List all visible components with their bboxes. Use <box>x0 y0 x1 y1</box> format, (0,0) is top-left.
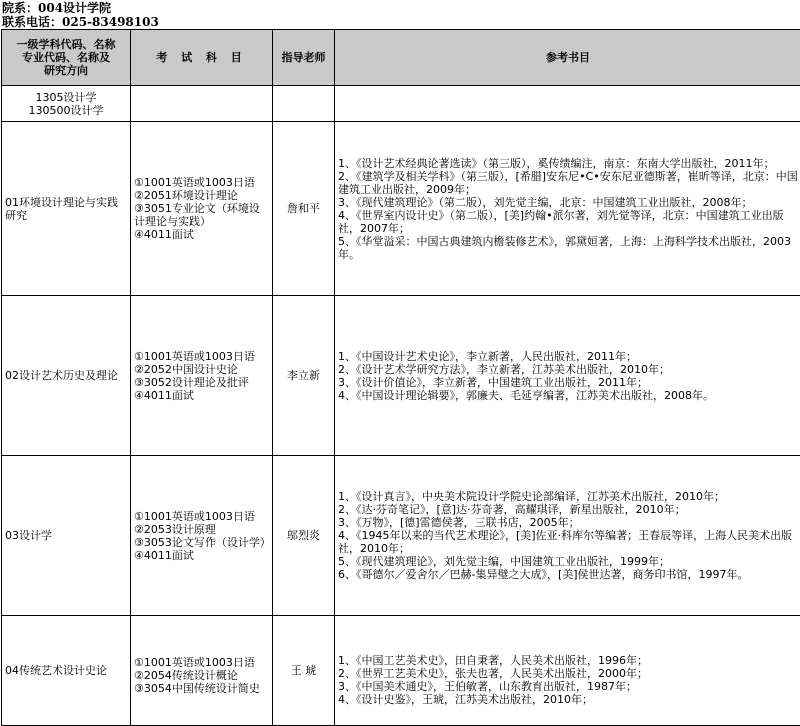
table-row <box>2 122 800 296</box>
subject-item: ②2052中国设计史论 <box>134 363 269 376</box>
advisor-cell: 詹和平 <box>273 122 335 296</box>
books-cell <box>335 122 800 296</box>
empty-cell <box>335 86 800 122</box>
book-item: 3、《万物》，[德]雷德侯著，三联书店，2005年； <box>338 516 798 529</box>
books-cell <box>335 456 800 616</box>
table-row <box>2 296 800 456</box>
book-item: 4、《中国设计理论辑要》，郭廉夫、毛延亨编著，江苏美术出版社，2008年。 <box>338 389 798 402</box>
book-item: 3、《现代建筑理论》（第二版），刘先觉主编，北京：中国建筑工业出版社，2008年； <box>338 196 798 209</box>
subject-item: ③3051专业论文（环境设计理论与实践） <box>134 202 269 228</box>
subject-item: ①1001英语或1003日语 <box>134 176 269 189</box>
subject-item: ③3054中国传统设计简史 <box>134 682 269 695</box>
empty-cell <box>131 86 273 122</box>
direction-cell: 01环境设计理论与实践研究 <box>2 122 131 296</box>
discipline-line: 1305设计学 <box>5 91 127 104</box>
department-label: 院系：004设计学院 <box>2 1 111 15</box>
book-item: 4、《世界室内设计史》（第二版），[美]约翰•派尔著，刘先觉等译，北京：中国建筑工业出版社，2007年； <box>338 209 798 235</box>
empty-cell <box>273 86 335 122</box>
subject-item: ④4011面试 <box>134 389 269 402</box>
book-item: 1、《设计艺术经典论著选读》（第三版），奚传绩编注，南京：东南大学出版社，2011年； <box>338 157 798 170</box>
book-item: 3、《中国美术通史》，王伯敏著，山东教育出版社，1987年； <box>338 680 798 693</box>
subject-item: ①1001英语或1003日语 <box>134 510 269 523</box>
discipline-row <box>2 86 800 122</box>
table-row <box>2 616 800 726</box>
book-item: 5、《华堂溢采：中国古典建筑内檐装修艺术》，郭黛姮著，上海：上海科学技术出版社，2003年。 <box>338 235 798 261</box>
book-item: 1、《中国设计艺术史论》，李立新著，人民出版社，2011年； <box>338 350 798 363</box>
book-item: 5、《现代建筑理论》，刘先觉主编，中国建筑工业出版社，1999年； <box>338 555 798 568</box>
book-item: 4、《1945年以来的当代艺术理论》，[美]佐亚·科库尔等编著；王春辰等译，上海人民美术出版社，2010年； <box>338 529 798 555</box>
phone-label: 联系电话：025-83498103 <box>2 15 159 29</box>
book-item: 2、《达·芬奇笔记》，[意]达·芬奇著，高耀琪译，新星出版社，2010年； <box>338 503 798 516</box>
catalog-table <box>1 29 800 726</box>
books-cell <box>335 616 800 726</box>
header-code-cell <box>2 30 131 86</box>
subjects-cell <box>131 296 273 456</box>
subjects-cell <box>131 456 273 616</box>
books-cell <box>335 296 800 456</box>
book-item: 1、《设计真言》，中央美术院设计学院史论部编译，江苏美术出版社，2010年； <box>338 490 798 503</box>
book-item: 2、《建筑学及相关学科》（第三版），[希腊]安东尼•C•安东尼亚德斯著，崔昕等译，北京：中国建筑工业出版社，2009年； <box>338 170 798 196</box>
book-item: 3、《设计价值论》，李立新著，中国建筑工业出版社，2011年； <box>338 376 798 389</box>
subject-item: ①1001英语或1003日语 <box>134 656 269 669</box>
subject-item: ②2053设计原理 <box>134 523 269 536</box>
direction-cell: 04传统艺术设计史论 <box>2 616 131 726</box>
subject-item: ②2051环境设计理论 <box>134 189 269 202</box>
header-code-line: 一级学科代码、名称 <box>4 38 128 51</box>
table-row <box>2 456 800 616</box>
header-advisor: 指导老师 <box>273 30 335 86</box>
book-item: 4、《设计史鉴》，王琥，江苏美术出版社，2010年； <box>338 693 798 706</box>
subjects-cell <box>131 122 273 296</box>
advisor-cell: 王 琥 <box>273 616 335 726</box>
subject-item: ①1001英语或1003日语 <box>134 350 269 363</box>
advisor-cell: 李立新 <box>273 296 335 456</box>
subject-item: ③3052设计理论及批评 <box>134 376 269 389</box>
header-subjects: 考 试 科 目 <box>131 30 273 86</box>
header-books: 参考书目 <box>335 30 800 86</box>
direction-cell: 03设计学 <box>2 456 131 616</box>
subject-item: ④4011面试 <box>134 549 269 562</box>
direction-cell: 02设计艺术历史及理论 <box>2 296 131 456</box>
subjects-cell <box>131 616 273 726</box>
subject-item: ③3053论文写作（设计学） <box>134 536 269 549</box>
book-item: 2、《设计艺术学研究方法》，李立新著，江苏美术出版社，2010年； <box>338 363 798 376</box>
advisor-cell: 邬烈炎 <box>273 456 335 616</box>
subject-item: ④4011面试 <box>134 228 269 241</box>
book-item: 1、《中国工艺美术史》，田自秉著，人民美术出版社，1996年； <box>338 654 798 667</box>
book-item: 6、《哥德尔／爱舍尔／巴赫-集异璧之大成》，[美]侯世达著，商务印书馆，1997年。 <box>338 568 798 581</box>
subject-item: ②2054传统设计概论 <box>134 669 269 682</box>
table-header-row <box>2 30 800 86</box>
header-code-line: 研究方向 <box>4 64 128 77</box>
discipline-line: 130500设计学 <box>5 104 127 117</box>
discipline-cell <box>2 86 131 122</box>
book-item: 2、《世界工艺美术史》，张夫也著，人民美术出版社，2000年； <box>338 667 798 680</box>
header-code-line: 专业代码、名称及 <box>4 51 128 64</box>
